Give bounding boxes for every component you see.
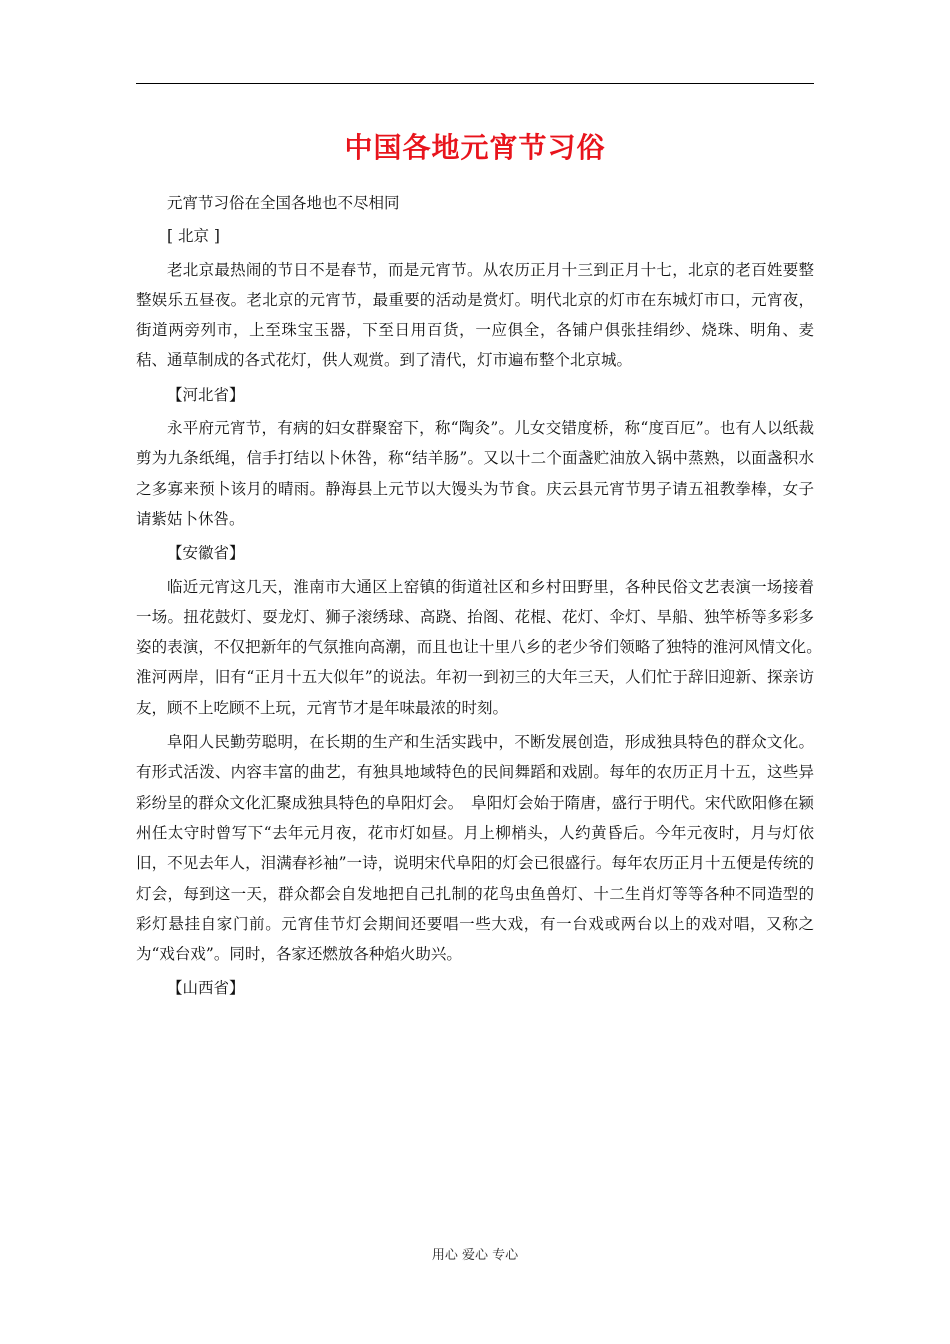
section-heading-hebei: 【河北省】 — [167, 385, 245, 404]
paragraph-beijing: 老北京最热闹的节日不是春节，而是元宵节。从农历正月十三到正月十七，北京的老百姓要整整娱乐五昼夜。老北京的元宵节，最重要的活动是赏灯。明代北京的灯市在东城灯市口，元宵夜，街道两旁列市，上至珠宝玉器，下至日用百货，一应俱全，各铺户俱张挂绢纱、烧珠、明角、麦秸、通草制成的各式花灯，供人观赏。到了清代，灯市遍布整个北京城。 — [136, 260, 814, 370]
section-heading-anhui: 【安徽省】 — [167, 544, 245, 563]
section-heading-shanxi: 【山西省】 — [167, 979, 245, 998]
document-title: 中国各地元宵节习俗 — [344, 131, 606, 164]
paragraph-anhui-fuyang: 阜阳人民勤劳聪明，在长期的生产和生活实践中，不断发展创造，形成独具特色的群众文化。有形式活泼、内容丰富的曲艺，有独具地域特色的民间舞蹈和戏剧。每年的农历正月十五，这些异彩纷呈的群众文化汇聚成独具特色的阜阳灯会。 阜阳灯会始于隋唐，盛行于明代。宋代欧阳修在颍州任太守时曾写下“去年元月夜，花市灯如昼。月上柳梢头，人约黄昏后。今年元夜时，月与灯依旧，不见去年人，泪满春衫袖”一诗，说明宋代阜阳的灯会已很盛行。每年农历正月十五便是传统的灯会，每到这一天，群众都会自发地把自己扎制的花鸟虫鱼兽灯、十二生肖灯等等各种不同造型的彩灯悬挂自家门前。元宵佳节灯会期间还要唱一些大戏，有一台戏或两台以上的戏对唱，又称之为“戏台戏”。同时，各家还燃放各种焰火助兴。 — [136, 733, 814, 964]
intro-paragraph: 元宵节习俗在全国各地也不尽相同 — [167, 194, 400, 212]
paragraph-anhui-huainan: 临近元宵这几天，淮南市大通区上窑镇的街道社区和乡村田野里，各种民俗文艺表演一场接着一场。扭花鼓灯、耍龙灯、狮子滚绣球、高跷、抬阁、花棍、花灯、伞灯、旱船、独竿桥等多彩多姿的表演，不仅把新年的气氛推向高潮，而且也让十里八乡的老少爷们领略了独特的淮河风情文化。 淮河两岸，旧有“正月十五大似年”的说法。年初一到初三的大年三天，人们忙于辞旧迎新、探亲访友，顾不上吃顾不上玩，元宵节才是年味最浓的时刻。 — [136, 577, 830, 717]
document-body — [136, 188, 830, 1007]
section-heading-beijing: [ 北京 ] — [167, 227, 220, 246]
paragraph-hebei: 永平府元宵节，有病的妇女群聚窑下，称“陶灸”。儿女交错度桥，称“度百厄”。也有人以纸裁剪为九条纸绳，信手打结以卜休咎，称“结羊肠”。又以十二个面盏贮油放入锅中蒸熟，以面盏积水之多寡来预卜该月的晴雨。静海县上元节以大馒头为节食。庆云县元宵节男子请五祖教拳棒，女子请紫姑卜休咎。 — [136, 419, 814, 528]
page-footer: 用心 爱心 专心 — [431, 1248, 519, 1263]
header-rule — [136, 83, 814, 84]
